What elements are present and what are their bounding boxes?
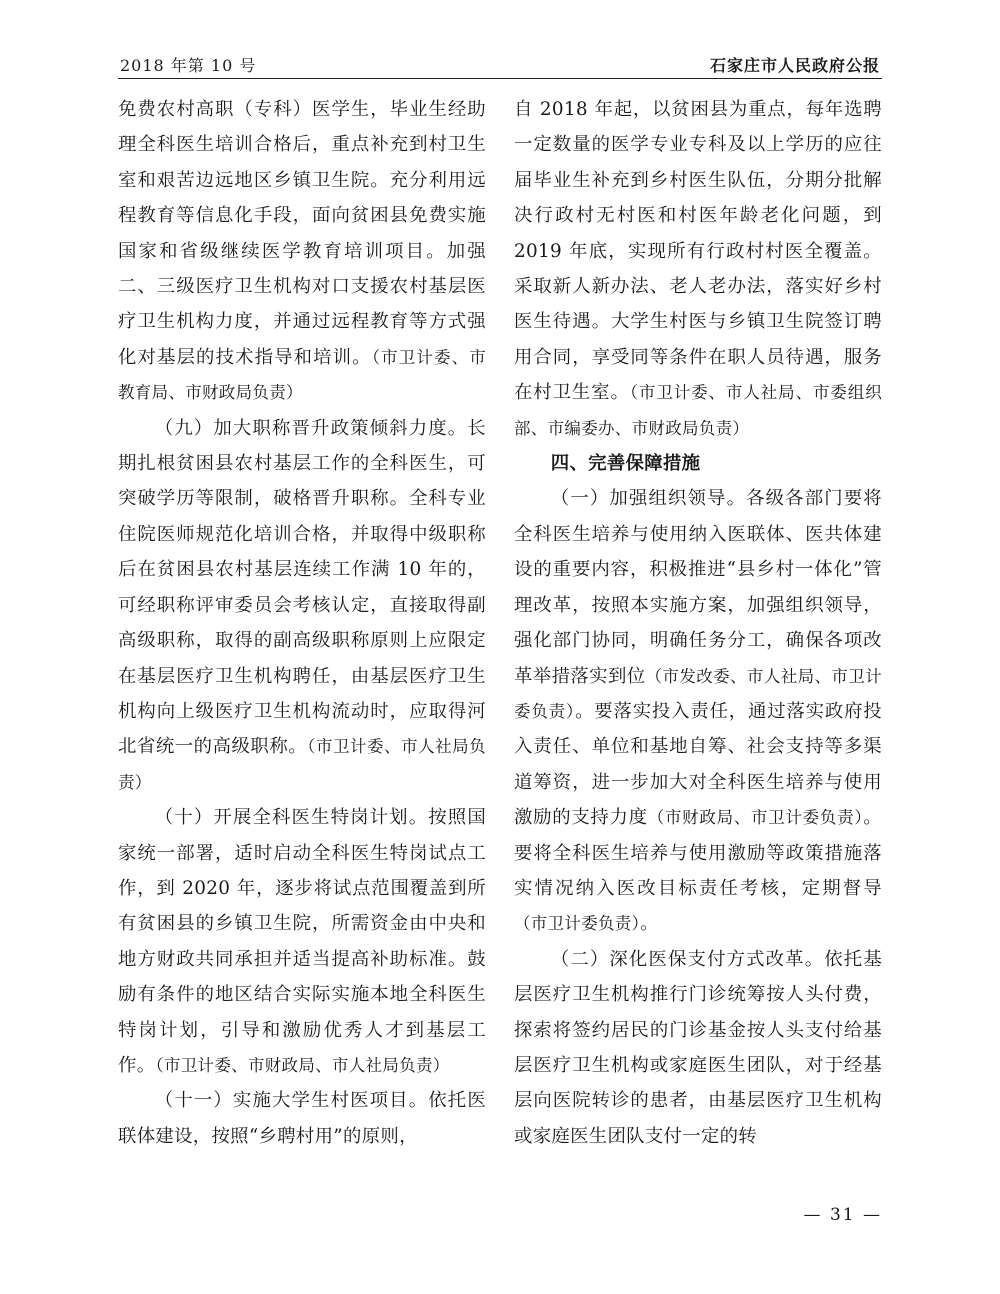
- section-9-paragraph: [118, 411, 486, 800]
- section-4-heading: 四、完善保障措施: [550, 453, 701, 475]
- paragraph-continued-right: [514, 92, 882, 446]
- section-9-text: 长期扎根贫困县农村基层工作的全科医生，可突破学历等限制，破格晋升职称。全科专业住院医师规范化培训合格，并取得中级职称后在贫困县农村基层连续工作满 10 年的，可经职称评审委员会考核认定，直接取得副高级职称，取得的副高级职称原则上应限定在基层医疗卫生机构聘任，由基层医疗卫生机构向上级医疗卫生机构流动时，应取得河北省统一的高级职称。: [118, 417, 486, 758]
- section-11-title: （十一）实施大学生村医项目。: [154, 1090, 429, 1112]
- section-9-note: （市卫计委、市人社局负责）: [118, 737, 486, 792]
- responsibility-note: （市卫计委、市人社局、市委组织部、市编委办、市财政局负责）: [514, 383, 882, 438]
- section-10-paragraph: [118, 800, 486, 1083]
- subsection-1-note-a: （市发改委、市人社局、市卫计委负责）: [514, 666, 883, 721]
- section-10-text: 按照国家统一部署，适时启动全科医生特岗试点工作，到 2020 年，逐步将试点范围覆盖到所有贫困县的乡镇卫生院，所需资金由中央和地方财政共同承担并适当提高补助标准。鼓励有条件的地区结合实际实施本地全科医生特岗计划，引导和激励优秀人才到基层工作。: [118, 807, 487, 1076]
- issue-label: 2018 年第 10 号: [120, 56, 257, 75]
- subsection-1-text-b: 。要落实投入责任，通过落实政府投入责任、单位和基地自筹、社会支持等多渠道筹资，进一步加大对全科医生培养与使用激励的支持力度: [514, 700, 882, 829]
- left-column: [118, 92, 486, 1154]
- paragraph-continued: [118, 92, 486, 411]
- subsection-1-paragraph: [514, 481, 882, 941]
- subsection-1-title: （一）加强组织领导。: [550, 488, 747, 510]
- page-number: — 31 —: [803, 1205, 882, 1225]
- publication-title: 石家庄市人民政府公报: [709, 56, 880, 75]
- subsection-2-text: 依托基层医疗卫生机构推行门诊统筹按人头付费，探索将签约居民的门诊基金按人头支付给基层医疗卫生机构或家庭医生团队，对于经基层向医院转诊的患者，由基层医疗卫生机构或家庭医生团队支付一定的转: [514, 948, 883, 1147]
- subsection-1-note-c: （市卫计委负责）: [514, 914, 641, 934]
- paragraph-text: 免费农村高职（专科）医学生，毕业生经助理全科医生培训合格后，重点补充到村卫生室和艰苦边远地区乡镇卫生院。充分利用远程教育等信息化手段，面向贫困县免费实施国家和省级继续医学教育培训项目。加强二、三级医疗卫生机构对口支援农村基层医疗卫生机构力度，并通过远程教育等方式强化对基层的技术指导和培训。: [118, 99, 486, 368]
- subsection-1-note-b: （市财政局、市卫计委负责）: [647, 808, 864, 828]
- subsection-1-text-c: 。要将全科医生培养与使用激励等政策措施落实情况纳入医改目标责任考核，定期督导: [514, 807, 882, 899]
- paragraph-text: 自 2018 年起，以贫困县为重点，每年选聘一定数量的医学专业专科及以上学历的应往届毕业生补充到乡村医生队伍，分期分批解决行政村无村医和村医年龄老化问题，到 2019 年底，实现所有行政村村医全覆盖。采取新人新办法、老人老办法，落实好乡村医生待遇。大学生村医与乡镇卫生院签订聘用合同，享受同等条件在职人员待遇，服务在村卫生室。: [514, 99, 882, 404]
- section-11-paragraph: [118, 1083, 486, 1154]
- section-9-title: （九）加大职称晋升政策倾斜力度。: [154, 417, 468, 439]
- subsection-1-text-a: 各级各部门要将全科医生培养与使用纳入医联体、医共体建设的重要内容，积极推进“县乡村一体化”管理改革，按照本实施方案，加强组织领导，强化部门协同，明确任务分工，确保各项改革举措落实到位: [514, 488, 882, 687]
- subsection-2-paragraph: [514, 942, 882, 1154]
- section-10-title: （十）开展全科医生特岗计划。: [154, 807, 429, 829]
- page-header: [118, 48, 882, 79]
- right-column: [514, 92, 882, 1154]
- section-11-text: 依托医联体建设，按照“乡聘村用”的原则，: [118, 1090, 487, 1147]
- section-10-note: （市卫计委、市财政局、市人社局负责）: [155, 1055, 450, 1075]
- subsection-2-title: （二）深化医保支付方式改革。: [550, 948, 825, 970]
- subsection-1-text-d: 。: [640, 913, 659, 935]
- responsibility-note: （市卫计委、市教育局、市财政局负责）: [118, 347, 486, 403]
